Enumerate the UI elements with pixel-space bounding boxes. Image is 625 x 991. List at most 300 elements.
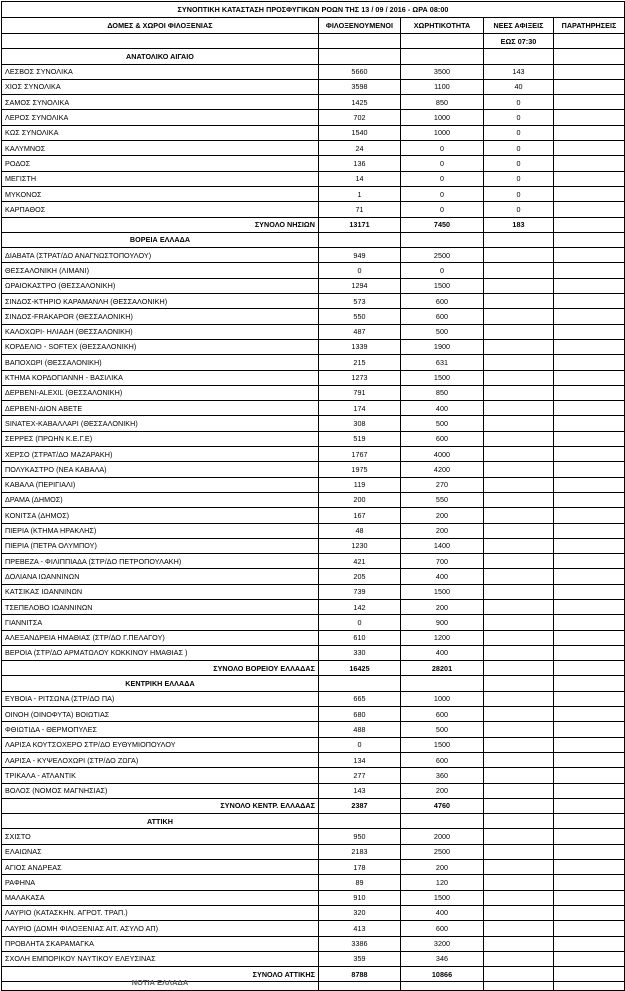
facility-new-arrivals xyxy=(484,554,554,569)
section-header-label: ΚΕΝΤΡΙΚΗ ΕΛΛΑΔΑ xyxy=(2,676,319,691)
facility-remarks xyxy=(554,431,625,446)
section-header-capacity-spacer xyxy=(401,814,484,829)
facility-hosted: 308 xyxy=(319,416,401,431)
facility-remarks xyxy=(554,921,625,936)
section-header-row xyxy=(2,49,625,64)
facility-capacity: 1500 xyxy=(401,584,484,599)
facility-capacity: 0 xyxy=(401,141,484,156)
table-row xyxy=(2,309,625,324)
facility-hosted: 1294 xyxy=(319,278,401,293)
facility-capacity: 346 xyxy=(401,951,484,966)
facility-remarks xyxy=(554,156,625,171)
facility-name: ΠΙΕΡΙΑ (ΚΤΗΜΑ ΗΡΑΚΛΗΣ) xyxy=(2,523,319,538)
facility-hosted: 14 xyxy=(319,171,401,186)
facility-name: ΒΑΠΟΧΩΡΙ (ΘΕΣΣΑΛΟΝΙΚΗ) xyxy=(2,355,319,370)
facility-hosted: 488 xyxy=(319,722,401,737)
facility-name: ΕΥΒΟΙΑ - ΡΙΤΣΩΝΑ (ΣΤΡ/ΔΟ ΠΑ) xyxy=(2,691,319,706)
facility-hosted: 0 xyxy=(319,615,401,630)
facility-hosted: 136 xyxy=(319,156,401,171)
facility-hosted: 1230 xyxy=(319,538,401,553)
facility-remarks xyxy=(554,64,625,79)
facility-remarks xyxy=(554,707,625,722)
facility-remarks xyxy=(554,630,625,645)
facility-name: ΚΑΛΟΧΩΡΙ- ΗΛΙΑΔΗ (ΘΕΣΣΑΛΟΝΙΚΗ) xyxy=(2,324,319,339)
facility-name: ΚΤΗΜΑ ΚΟΡΔΟΓΙΑΝΝΗ - ΒΑΣΙΛΙΚΑ xyxy=(2,370,319,385)
facility-capacity: 270 xyxy=(401,477,484,492)
table-row xyxy=(2,355,625,370)
table-row xyxy=(2,875,625,890)
section-header-label: ΑΝΑΤΟΛΙΚΟ ΑΙΓΑΙΟ xyxy=(2,49,319,64)
table-row xyxy=(2,416,625,431)
facility-name: ΚΑΛΥΜΝΟΣ xyxy=(2,141,319,156)
table-row xyxy=(2,186,625,201)
column-subheader-new-arrivals: ΕΩΣ 07:30 xyxy=(484,34,554,49)
facility-new-arrivals xyxy=(484,416,554,431)
table-row xyxy=(2,339,625,354)
facility-remarks xyxy=(554,951,625,966)
column-header-hosted: ΦΙΛΟΞΕΝΟΥΜΕΝΟΙ xyxy=(319,18,401,34)
facility-new-arrivals xyxy=(484,783,554,798)
table-row xyxy=(2,844,625,859)
facility-name: ΛΑΡΙΣΑ ΚΟΥΤΣΟΧΕΡΟ ΣΤΡ/ΔΟ ΕΥΘΥΜΙΟΠΟΥΛΟΥ xyxy=(2,737,319,752)
facility-hosted: 665 xyxy=(319,691,401,706)
facility-remarks xyxy=(554,691,625,706)
section-header-remarks-spacer xyxy=(554,49,625,64)
facility-name: ΜΕΓΙΣΤΗ xyxy=(2,171,319,186)
facility-remarks xyxy=(554,294,625,309)
facility-capacity: 631 xyxy=(401,355,484,370)
facility-name: ΛΑΡΙΣΑ - ΚΥΨΕΛΟΧΩΡΙ (ΣΤΡ/ΔΟ ΖΩΓΑ) xyxy=(2,752,319,767)
facility-new-arrivals xyxy=(484,462,554,477)
facility-name: ΚΑΤΣΙΚΑΣ ΙΩΑΝΝΙΝΩΝ xyxy=(2,584,319,599)
section-total-row xyxy=(2,217,625,232)
facility-remarks xyxy=(554,79,625,94)
facility-new-arrivals xyxy=(484,278,554,293)
facility-capacity: 600 xyxy=(401,752,484,767)
facility-hosted: 330 xyxy=(319,645,401,660)
facility-capacity: 200 xyxy=(401,523,484,538)
facility-capacity: 500 xyxy=(401,324,484,339)
facility-capacity: 3200 xyxy=(401,936,484,951)
section-total-capacity: 10866 xyxy=(401,967,484,982)
facility-hosted: 0 xyxy=(319,737,401,752)
facility-capacity: 700 xyxy=(401,554,484,569)
facility-hosted: 1767 xyxy=(319,447,401,462)
section-total-label: ΣΥΝΟΛΟ ΝΗΣΙΩΝ xyxy=(2,217,319,232)
facility-name: ΦΘΙΩΤΙΔΑ - ΘΕΡΜΟΠΥΛΕΣ xyxy=(2,722,319,737)
facility-name: SINATEX-ΚΑΒΑΛΛΑΡΙ (ΘΕΣΣΑΛΟΝΙΚΗ) xyxy=(2,416,319,431)
table-row xyxy=(2,447,625,462)
table-row xyxy=(2,324,625,339)
facility-name: ΔΡΑΜΑ (ΔΗΜΟΣ) xyxy=(2,492,319,507)
facility-name: ΣΧΟΛΗ ΕΜΠΟΡΙΚΟΥ ΝΑΥΤΙΚΟΥ ΕΛΕΥΣΙΝΑΣ xyxy=(2,951,319,966)
facility-capacity: 1500 xyxy=(401,370,484,385)
facility-hosted: 48 xyxy=(319,523,401,538)
table-row xyxy=(2,156,625,171)
section-total-hosted: 16425 xyxy=(319,661,401,676)
facility-name: ΔΟΛΙΑΝΑ ΙΩΑΝΝΙΝΩΝ xyxy=(2,569,319,584)
facility-name: ΒΟΛΟΣ (ΝΟΜΟΣ ΜΑΓΝΗΣΙΑΣ) xyxy=(2,783,319,798)
table-row xyxy=(2,860,625,875)
facility-hosted: 134 xyxy=(319,752,401,767)
facility-hosted: 205 xyxy=(319,569,401,584)
facility-capacity: 900 xyxy=(401,615,484,630)
facility-hosted: 200 xyxy=(319,492,401,507)
facility-name: ΛΕΣΒΟΣ ΣΥΝΟΛΙΚΑ xyxy=(2,64,319,79)
section-total-row xyxy=(2,798,625,813)
facility-new-arrivals xyxy=(484,355,554,370)
facility-hosted: 142 xyxy=(319,599,401,614)
section-total-remarks xyxy=(554,217,625,232)
facility-capacity: 500 xyxy=(401,722,484,737)
table-row xyxy=(2,752,625,767)
facility-remarks xyxy=(554,538,625,553)
section-header-label: ΒΟΡΕΙΑ ΕΛΛΑΔΑ xyxy=(2,232,319,247)
table-row xyxy=(2,64,625,79)
facility-hosted: 519 xyxy=(319,431,401,446)
table-row xyxy=(2,125,625,140)
facility-name: ΑΓΙΟΣ ΑΝΔΡΕΑΣ xyxy=(2,860,319,875)
facility-name: ΚΑΒΑΛΑ (ΠΕΡΙΓΙΑΛΙ) xyxy=(2,477,319,492)
section-header-capacity-spacer xyxy=(401,232,484,247)
facility-remarks xyxy=(554,125,625,140)
table-row xyxy=(2,722,625,737)
facility-new-arrivals xyxy=(484,829,554,844)
facility-remarks xyxy=(554,248,625,263)
facility-hosted: 739 xyxy=(319,584,401,599)
facility-name: ΔΕΡΒΕΝΙ-ALEXIL (ΘΕΣΣΑΛΟΝΙΚΗ) xyxy=(2,385,319,400)
facility-new-arrivals xyxy=(484,951,554,966)
facility-hosted: 1540 xyxy=(319,125,401,140)
table-row xyxy=(2,294,625,309)
facility-name: ΛΑΥΡΙΟ (ΔΟΜΗ ΦΙΛΟΞΕΝΙΑΣ ΑΙΤ. ΑΣΥΛΟ ΑΠ) xyxy=(2,921,319,936)
facility-capacity: 400 xyxy=(401,645,484,660)
table-row xyxy=(2,554,625,569)
facility-new-arrivals xyxy=(484,890,554,905)
section-total-hosted: 2387 xyxy=(319,798,401,813)
facility-name: ΣΧΙΣΤΟ xyxy=(2,829,319,844)
table-body xyxy=(2,2,625,991)
section-header-remarks-spacer xyxy=(554,676,625,691)
facility-remarks xyxy=(554,309,625,324)
facility-remarks xyxy=(554,569,625,584)
facility-capacity: 600 xyxy=(401,921,484,936)
section-total-remarks xyxy=(554,798,625,813)
facility-name: ΩΡΑΙΟΚΑΣΤΡΟ (ΘΕΣΣΑΛΟΝΙΚΗ) xyxy=(2,278,319,293)
column-header-name: ΔΟΜΕΣ & ΧΩΡΟΙ ΦΙΛΟΞΕΝΙΑΣ xyxy=(2,18,319,34)
section-header-remarks-spacer xyxy=(554,232,625,247)
facility-new-arrivals xyxy=(484,599,554,614)
section-header-hosted-spacer xyxy=(319,232,401,247)
facility-name: ΣΕΡΡΕΣ (ΠΡΩΗΝ Κ.Ε.Γ.Ε) xyxy=(2,431,319,446)
facility-new-arrivals xyxy=(484,844,554,859)
section-header-row xyxy=(2,232,625,247)
section-total-capacity: 7450 xyxy=(401,217,484,232)
facility-hosted: 573 xyxy=(319,294,401,309)
facility-new-arrivals: 0 xyxy=(484,125,554,140)
section-total-hosted: 8788 xyxy=(319,967,401,982)
subheader-capacity-spacer xyxy=(401,34,484,49)
facility-capacity: 4000 xyxy=(401,447,484,462)
subheader-hosted-spacer xyxy=(319,34,401,49)
facility-remarks xyxy=(554,186,625,201)
facility-remarks xyxy=(554,783,625,798)
facility-hosted: 3386 xyxy=(319,936,401,951)
facility-new-arrivals xyxy=(484,248,554,263)
section-total-new-arrivals xyxy=(484,661,554,676)
table-row xyxy=(2,890,625,905)
section-header-new-arrivals-spacer xyxy=(484,49,554,64)
table-row xyxy=(2,783,625,798)
facility-capacity: 0 xyxy=(401,186,484,201)
table-row xyxy=(2,829,625,844)
table-row xyxy=(2,936,625,951)
facility-new-arrivals xyxy=(484,722,554,737)
facility-hosted: 174 xyxy=(319,401,401,416)
facility-remarks xyxy=(554,355,625,370)
facility-remarks xyxy=(554,844,625,859)
facility-new-arrivals xyxy=(484,860,554,875)
facility-hosted: 178 xyxy=(319,860,401,875)
facility-remarks xyxy=(554,324,625,339)
facility-new-arrivals xyxy=(484,431,554,446)
table-row xyxy=(2,599,625,614)
subheader-name-spacer xyxy=(2,34,319,49)
facility-hosted: 89 xyxy=(319,875,401,890)
facility-hosted: 791 xyxy=(319,385,401,400)
facility-remarks xyxy=(554,752,625,767)
section-header-hosted-spacer xyxy=(319,676,401,691)
refugee-flows-table xyxy=(1,1,625,991)
section-header-row xyxy=(2,814,625,829)
facility-new-arrivals: 0 xyxy=(484,171,554,186)
facility-new-arrivals xyxy=(484,768,554,783)
facility-capacity: 1900 xyxy=(401,339,484,354)
section-total-new-arrivals xyxy=(484,798,554,813)
facility-remarks xyxy=(554,615,625,630)
facility-capacity: 3500 xyxy=(401,64,484,79)
facility-new-arrivals xyxy=(484,905,554,920)
facility-hosted: 680 xyxy=(319,707,401,722)
facility-new-arrivals xyxy=(484,447,554,462)
table-row xyxy=(2,95,625,110)
table-row xyxy=(2,737,625,752)
facility-name: ΚΑΡΠΑΘΟΣ xyxy=(2,202,319,217)
facility-remarks xyxy=(554,492,625,507)
subheader-remarks-spacer xyxy=(554,34,625,49)
facility-remarks xyxy=(554,599,625,614)
facility-capacity: 1000 xyxy=(401,110,484,125)
table-row xyxy=(2,615,625,630)
section-total-label: ΣΥΝΟΛΟ ΑΤΤΙΚΗΣ xyxy=(2,967,319,982)
facility-name: ΘΕΣΣΑΛΟΝΙΚΗ (ΛΙΜΑΝΙ) xyxy=(2,263,319,278)
section-header-hosted-spacer xyxy=(319,49,401,64)
facility-new-arrivals xyxy=(484,584,554,599)
facility-name: ΠΙΕΡΙΑ (ΠΕΤΡΑ ΟΛΥΜΠΟΥ) xyxy=(2,538,319,553)
facility-hosted: 1273 xyxy=(319,370,401,385)
section-total-new-arrivals: 183 xyxy=(484,217,554,232)
report-sheet xyxy=(0,1,625,987)
facility-capacity: 2500 xyxy=(401,844,484,859)
facility-name: ΣΑΜΟΣ ΣΥΝΟΛΙΚΑ xyxy=(2,95,319,110)
facility-hosted: 610 xyxy=(319,630,401,645)
facility-hosted: 2183 xyxy=(319,844,401,859)
facility-new-arrivals xyxy=(484,752,554,767)
facility-hosted: 0 xyxy=(319,263,401,278)
facility-hosted: 320 xyxy=(319,905,401,920)
facility-remarks xyxy=(554,141,625,156)
facility-new-arrivals xyxy=(484,645,554,660)
facility-name: ΕΛΑΙΩΝΑΣ xyxy=(2,844,319,859)
clipped-section-new-arrivals-spacer xyxy=(484,982,554,991)
table-row xyxy=(2,462,625,477)
facility-capacity: 600 xyxy=(401,707,484,722)
facility-capacity: 1500 xyxy=(401,278,484,293)
facility-name: ΛΑΥΡΙΟ (ΚΑΤΑΣΚΗΝ. ΑΓΡΟΤ. ΤΡΑΠ.) xyxy=(2,905,319,920)
table-row xyxy=(2,431,625,446)
section-header-remarks-spacer xyxy=(554,814,625,829)
facility-remarks xyxy=(554,554,625,569)
facility-new-arrivals xyxy=(484,691,554,706)
facility-capacity: 1000 xyxy=(401,691,484,706)
facility-name: ΛΕΡΟΣ ΣΥΝΟΛΙΚΑ xyxy=(2,110,319,125)
facility-new-arrivals xyxy=(484,309,554,324)
facility-remarks xyxy=(554,171,625,186)
facility-new-arrivals xyxy=(484,737,554,752)
facility-remarks xyxy=(554,447,625,462)
facility-name: ΠΡΕΒΕΖΑ - ΦΙΛΙΠΠΙΑΔΑ (ΣΤΡ/ΔΟ ΠΕΤΡΟΠΟΥΛΑΚΗ) xyxy=(2,554,319,569)
facility-remarks xyxy=(554,890,625,905)
table-row xyxy=(2,768,625,783)
facility-capacity: 1100 xyxy=(401,79,484,94)
section-total-capacity: 4760 xyxy=(401,798,484,813)
facility-new-arrivals xyxy=(484,294,554,309)
facility-hosted: 702 xyxy=(319,110,401,125)
facility-name: ΜΑΛΑΚΑΣΑ xyxy=(2,890,319,905)
facility-remarks xyxy=(554,95,625,110)
facility-hosted: 1975 xyxy=(319,462,401,477)
facility-new-arrivals xyxy=(484,921,554,936)
facility-new-arrivals xyxy=(484,385,554,400)
facility-remarks xyxy=(554,523,625,538)
facility-capacity: 400 xyxy=(401,569,484,584)
table-row xyxy=(2,707,625,722)
facility-new-arrivals xyxy=(484,508,554,523)
facility-name: ΤΡΙΚΑΛΑ - ΑΤΛΑΝΤΙΚ xyxy=(2,768,319,783)
clipped-section-capacity-spacer xyxy=(401,982,484,991)
table-row xyxy=(2,477,625,492)
table-row xyxy=(2,141,625,156)
facility-hosted: 24 xyxy=(319,141,401,156)
facility-remarks xyxy=(554,768,625,783)
section-header-new-arrivals-spacer xyxy=(484,814,554,829)
facility-capacity: 400 xyxy=(401,905,484,920)
table-row xyxy=(2,538,625,553)
facility-capacity: 120 xyxy=(401,875,484,890)
clipped-section-hosted-spacer xyxy=(319,982,401,991)
facility-remarks xyxy=(554,584,625,599)
section-header-new-arrivals-spacer xyxy=(484,676,554,691)
table-row xyxy=(2,508,625,523)
section-total-new-arrivals xyxy=(484,967,554,982)
facility-hosted: 215 xyxy=(319,355,401,370)
facility-capacity: 550 xyxy=(401,492,484,507)
facility-name: ΧΕΡΣΟ (ΣΤΡΑΤ/ΔΟ ΜΑΖΑΡΑΚΗ) xyxy=(2,447,319,462)
facility-capacity: 200 xyxy=(401,783,484,798)
facility-new-arrivals: 0 xyxy=(484,95,554,110)
section-total-row xyxy=(2,661,625,676)
facility-remarks xyxy=(554,508,625,523)
facility-hosted: 5660 xyxy=(319,64,401,79)
facility-new-arrivals xyxy=(484,401,554,416)
facility-new-arrivals xyxy=(484,630,554,645)
facility-new-arrivals: 0 xyxy=(484,202,554,217)
section-total-remarks xyxy=(554,967,625,982)
facility-name: ΒΕΡΟΙΑ (ΣΤΡ/ΔΟ ΑΡΜΑΤΩΛΟΥ ΚΟΚΚΙΝΟΥ ΗΜΑΘΙΑΣ ) xyxy=(2,645,319,660)
facility-new-arrivals xyxy=(484,569,554,584)
facility-hosted: 910 xyxy=(319,890,401,905)
facility-hosted: 949 xyxy=(319,248,401,263)
table-row xyxy=(2,584,625,599)
facility-capacity: 1400 xyxy=(401,538,484,553)
facility-name: ΧΙΟΣ ΣΥΝΟΛΙΚΑ xyxy=(2,79,319,94)
facility-capacity: 200 xyxy=(401,860,484,875)
facility-capacity: 4200 xyxy=(401,462,484,477)
section-header-capacity-spacer xyxy=(401,676,484,691)
facility-capacity: 1200 xyxy=(401,630,484,645)
facility-capacity: 600 xyxy=(401,431,484,446)
table-row xyxy=(2,630,625,645)
table-row xyxy=(2,110,625,125)
facility-name: ΑΛΕΞΑΝΔΡΕΙΑ ΗΜΑΘΙΑΣ (ΣΤΡ/ΔΟ Γ.ΠΕΛΑΓΟΥ) xyxy=(2,630,319,645)
facility-remarks xyxy=(554,416,625,431)
facility-capacity: 2500 xyxy=(401,248,484,263)
section-total-hosted: 13171 xyxy=(319,217,401,232)
facility-remarks xyxy=(554,110,625,125)
facility-capacity: 200 xyxy=(401,508,484,523)
facility-name: ΡΟΔΟΣ xyxy=(2,156,319,171)
section-header-row xyxy=(2,676,625,691)
table-row xyxy=(2,523,625,538)
facility-remarks xyxy=(554,401,625,416)
table-row xyxy=(2,79,625,94)
section-header-label: ΑΤΤΙΚΗ xyxy=(2,814,319,829)
facility-name: ΚΟΡΔΕΛΙΟ - SOFTEX (ΘΕΣΣΑΛΟΝΙΚΗ) xyxy=(2,339,319,354)
facility-name: ΔΕΡΒΕΝΙ-ΔΙΟΝ ΑΒΕΤΕ xyxy=(2,401,319,416)
facility-new-arrivals xyxy=(484,936,554,951)
facility-capacity: 600 xyxy=(401,309,484,324)
facility-name: ΚΩΣ ΣΥΝΟΛΙΚΑ xyxy=(2,125,319,140)
facility-hosted: 277 xyxy=(319,768,401,783)
facility-remarks xyxy=(554,905,625,920)
facility-hosted: 71 xyxy=(319,202,401,217)
facility-hosted: 950 xyxy=(319,829,401,844)
section-header-hosted-spacer xyxy=(319,814,401,829)
facility-new-arrivals: 0 xyxy=(484,156,554,171)
facility-name: ΣΙΝΔΟΣ-FRAKAPOR (ΘΕΣΣΑΛΟΝΙΚΗ) xyxy=(2,309,319,324)
facility-hosted: 413 xyxy=(319,921,401,936)
facility-name: ΔΙΑΒΑΤΑ (ΣΤΡΑΤ/ΔΟ ΑΝΑΓΝΩΣΤΟΠΟΥΛΟΥ) xyxy=(2,248,319,263)
facility-capacity: 400 xyxy=(401,401,484,416)
facility-name: ΟΙΝΟΗ (ΟΙΝΟΦΥΤΑ) ΒΟΙΩΤΙΑΣ xyxy=(2,707,319,722)
facility-name: ΠΡΟΒΛΗΤΑ ΣΚΑΡΑΜΑΓΚΑ xyxy=(2,936,319,951)
clipped-section-header-label: ΝΟΤΙΑ ΕΛΛΑΔΑ xyxy=(2,978,319,987)
facility-capacity: 0 xyxy=(401,263,484,278)
document-title: ΣΥΝΟΠΤΙΚΗ ΚΑΤΑΣΤΑΣΗ ΠΡΟΣΦΥΓΙΚΩΝ ΡΟΩΝ ΤΗΣ 13 / 09 / 2016 - ΩΡΑ 08:00 xyxy=(2,2,625,18)
column-header-row xyxy=(2,18,625,34)
table-row xyxy=(2,370,625,385)
facility-remarks xyxy=(554,339,625,354)
